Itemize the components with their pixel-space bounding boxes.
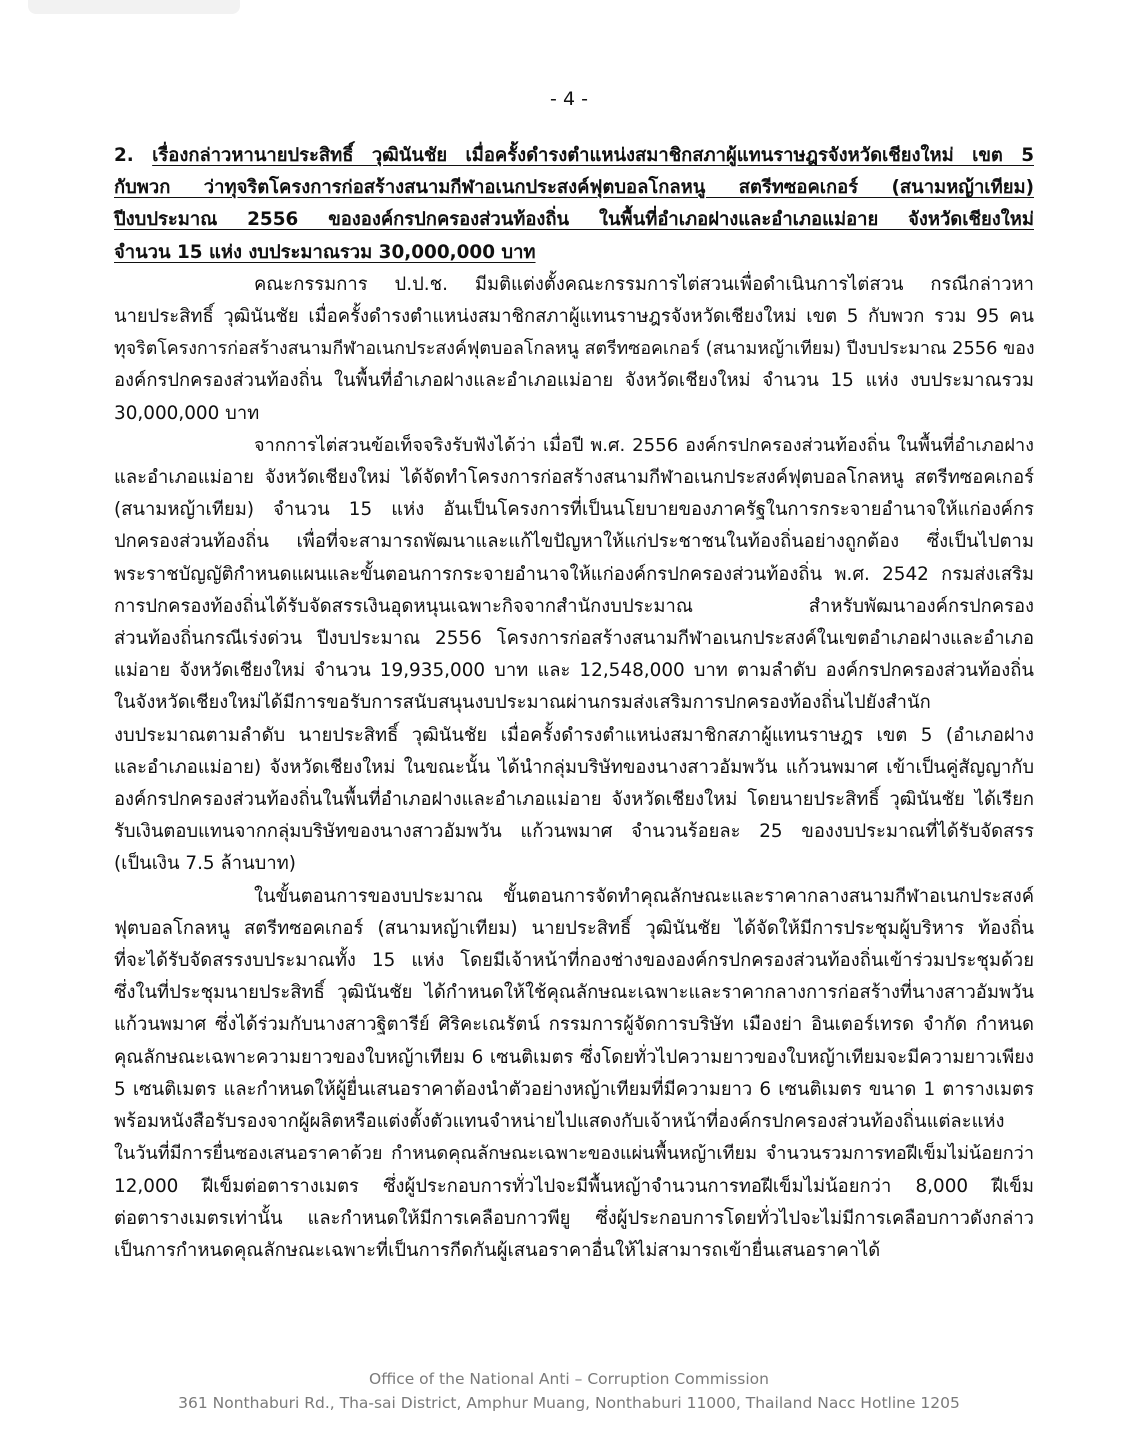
paragraph-line: (สนามหญ้าเทียม) จำนวน 15 แห่ง อันเป็นโครงการที่เป็นนโยบายของภาครัฐในการกระจายอำนาจให้แก่องค์กร	[114, 499, 1034, 521]
paragraph-2	[114, 430, 1034, 881]
paragraph-3	[114, 881, 1034, 1267]
heading-line	[114, 140, 1034, 172]
footer-org-name: Office of the National Anti – Corruption Commission	[369, 1370, 769, 1388]
paragraph-line: จากการไต่สวนข้อเท็จจริงรับฟังได้ว่า เมื่อปี พ.ศ. 2556 องค์กรปกครองส่วนท้องถิ่น ในพื้นที่อำเภอฝาง	[254, 434, 1034, 456]
paragraph-line: เป็นการกำหนดคุณลักษณะเฉพาะที่เป็นการกีดกันผู้เสนอราคาอื่นให้ไม่สามารถเข้ายื่นเสนอราคาได้	[114, 1239, 881, 1261]
paragraph-line: ซึ่งในที่ประชุมนายประสิทธิ์ วุฒินันชัย ได้กำหนดให้ใช้คุณลักษณะเฉพาะและราคากลางการก่อสร้างที่นางสาวอัมพวัน	[114, 982, 1034, 1004]
paragraph-line: 30,000,000 บาท	[114, 402, 260, 424]
paragraph-line: และอำเภอแม่อาย) จังหวัดเชียงใหม่ ในขณะนั้น ได้นำกลุ่มบริษัทของนางสาวอัมพวัน แก้วนพมาศ เข้าเป็นคู่สัญญากับ	[114, 756, 1034, 778]
paragraph-line: พร้อมหนังสือรับรองจากผู้ผลิตหรือแต่งตั้งตัวแทนจำหน่ายไปแสดงกับเจ้าหน้าที่องค์กรปกครองส่วนท้องถิ่นแต่ละแห่ง	[114, 1111, 1005, 1133]
paragraph-line: 5 เซนติเมตร และกำหนดให้ผู้ยื่นเสนอราคาต้องนำตัวอย่างหญ้าเทียมที่มีความยาว 6 เซนติเมตร ขนาด 1 ตารางเมตร	[114, 1078, 1034, 1100]
paragraph-line: (เป็นเงิน 7.5 ล้านบาท)	[114, 853, 296, 875]
paragraph-line: คุณลักษณะเฉพาะความยาวของใบหญ้าเทียม 6 เซนติเมตร ซึ่งโดยทั่วไปความยาวของใบหญ้าเทียมจะมีความยาวเพียง	[114, 1046, 1034, 1068]
page-footer	[0, 1367, 1138, 1415]
paragraph-line: รับเงินตอบแทนจากกลุ่มบริษัทของนางสาวอัมพวัน แก้วนพมาศ จำนวนร้อยละ 25 ของงบประมาณที่ได้รับจัดสรร	[114, 821, 1034, 843]
paragraph-line: งบประมาณตามลำดับ นายประสิทธิ์ วุฒินันชัย เมื่อครั้งดำรงตำแหน่งสมาชิกสภาผู้แทนราษฎร เขต 5 (อำเภอฝาง	[114, 724, 1034, 746]
paragraph-line: ทุจริตโครงการก่อสร้างสนามกีฬาอเนกประสงค์ฟุตบอลโกลหนู สตรีทซอคเกอร์ (สนามหญ้าเทียม) ปีงบประมาณ 2556 ของ	[114, 338, 1035, 360]
section-number: 2.	[114, 145, 134, 166]
paragraph-line: แม่อาย จังหวัดเชียงใหม่ จำนวน 19,935,000 บาท และ 12,548,000 บาท ตามลำดับ องค์กรปกครองส่วนท้องถิ่น	[114, 660, 1034, 682]
paragraph-line: ในขั้นตอนการของบประมาณ ขั้นตอนการจัดทำคุณลักษณะและราคากลางสนามกีฬาอเนกประสงค์	[254, 885, 1034, 907]
heading-line	[114, 204, 1034, 236]
section-title: จำนวน 15 แห่ง งบประมาณรวม 30,000,000 บาท	[114, 241, 536, 263]
section-title: กับพวก ว่าทุจริตโครงการก่อสร้างสนามกีฬาอเนกประสงค์ฟุตบอลโกลหนู สตรีทซอคเกอร์ (สนามหญ้าเทียม)	[114, 177, 1034, 199]
document-body	[114, 140, 1034, 1267]
paragraph-line: นายประสิทธิ์ วุฒินันชัย เมื่อครั้งดำรงตำแหน่งสมาชิกสภาผู้แทนราษฎรจังหวัดเชียงใหม่ เขต 5 กับพวก รวม 95 คน	[114, 306, 1034, 328]
section-title: ปีงบประมาณ 2556 ขององค์กรปกครองส่วนท้องถิ่น ในพื้นที่อำเภอฝางและอำเภอแม่อาย จังหวัดเชียงใหม่	[114, 209, 1034, 231]
paragraph-line: ฟุตบอลโกลหนู สตรีทซอคเกอร์ (สนามหญ้าเทียม) นายประสิทธิ์ วุฒินันชัย ได้จัดให้มีการประชุมผู้บริหาร ท้องถิ่น	[114, 917, 1034, 939]
heading-line	[114, 237, 1034, 269]
paragraph-line: องค์กรปกครองส่วนท้องถิ่นในพื้นที่อำเภอฝางและอำเภอแม่อาย จังหวัดเชียงใหม่ โดยนายประสิทธิ์ วุฒินันชัย ได้เรียก	[114, 789, 1034, 811]
paragraph-line: องค์กรปกครองส่วนท้องถิ่น ในพื้นที่อำเภอฝางและอำเภอแม่อาย จังหวัดเชียงใหม่ จำนวน 15 แห่ง งบประมาณรวม	[114, 370, 1034, 392]
heading-line	[114, 172, 1034, 204]
paragraph-line: ส่วนท้องถิ่นกรณีเร่งด่วน ปีงบประมาณ 2556 โครงการก่อสร้างสนามกีฬาอเนกประสงค์ในเขตอำเภอฝางและอำเภอ	[114, 628, 1034, 650]
paragraph-line: ที่จะได้รับจัดสรรงบประมาณทั้ง 15 แห่ง โดยมีเจ้าหน้าที่กองช่างขององค์กรปกครองส่วนท้องถิ่นเข้าร่วมประชุมด้วย	[114, 950, 1034, 972]
paragraph-line: การปกครองท้องถิ่นได้รับจัดสรรเงินอุดหนุนเฉพาะกิจจากสำนักงบประมาณ สำหรับพัฒนาองค์กรปกครอง	[114, 595, 1034, 617]
paragraph-line: ปกครองส่วนท้องถิ่น เพื่อที่จะสามารถพัฒนาและแก้ไขปัญหาให้แก่ประชาชนในท้องถิ่นอย่างถูกต้อง ซึ่งเป็นไปตาม	[114, 531, 1034, 553]
paragraph-line: คณะกรรมการ ป.ป.ช. มีมติแต่งตั้งคณะกรรมการไต่สวนเพื่อดำเนินการไต่สวน กรณีกล่าวหา	[254, 273, 1034, 295]
paragraph-line: 12,000 ฝีเข็มต่อตารางเมตร ซึ่งผู้ประกอบการทั่วไปจะมีพื้นหญ้าจำนวนการทอฝีเข็มไม่น้อยกว่า 8,000 ฝีเข็ม	[114, 1175, 1034, 1197]
paragraph-1	[114, 269, 1034, 430]
paragraph-line: ต่อตารางเมตรเท่านั้น และกำหนดให้มีการเคลือบกาวพียู ซึ่งผู้ประกอบการโดยทั่วไปจะไม่มีการเคลือบกาวดังกล่าว	[114, 1207, 1034, 1229]
paragraph-line: ในจังหวัดเชียงใหม่ได้มีการขอรับการสนับสนุนงบประมาณผ่านกรมส่งเสริมการปกครองท้องถิ่นไปยังสำนัก	[114, 692, 931, 714]
section-title: เรื่องกล่าวหานายประสิทธิ์ วุฒินันชัย เมื่อครั้งดำรงตำแหน่งสมาชิกสภาผู้แทนราษฎรจังหวัดเชียงใหม่ เขต 5	[152, 145, 1034, 166]
paragraph-line: แก้วนพมาศ ซึ่งได้ร่วมกับนางสาวฐิตารีย์ ศิริคะเณรัตน์ กรรมการผู้จัดการบริษัท เมืองย่า อินเตอร์เทรด จำกัด กำหนด	[114, 1014, 1034, 1036]
paragraph-line: และอำเภอแม่อาย จังหวัดเชียงใหม่ ได้จัดทำโครงการก่อสร้างสนามกีฬาอเนกประสงค์ฟุตบอลโกลหนู สตรีทซอคเกอร์	[114, 467, 1034, 489]
paragraph-line: ในวันที่มีการยื่นซองเสนอราคาด้วย กำหนดคุณลักษณะเฉพาะของแผ่นพื้นหญ้าเทียม จำนวนรวมการทอฝีเข็มไม่น้อยกว่า	[114, 1143, 1034, 1165]
footer-address: 361 Nonthaburi Rd., Tha-sai District, Amphur Muang, Nonthaburi 11000, Thailand Nacc Hotline 1205	[178, 1394, 960, 1412]
paragraph-line: พระราชบัญญัติกำหนดแผนและขั้นตอนการกระจายอำนาจให้แก่องค์กรปกครองส่วนท้องถิ่น พ.ศ. 2542 กรมส่งเสริม	[114, 563, 1034, 585]
section-heading	[114, 140, 1034, 269]
page-number: - 4 -	[550, 88, 588, 110]
scan-edge-mark	[28, 0, 240, 14]
